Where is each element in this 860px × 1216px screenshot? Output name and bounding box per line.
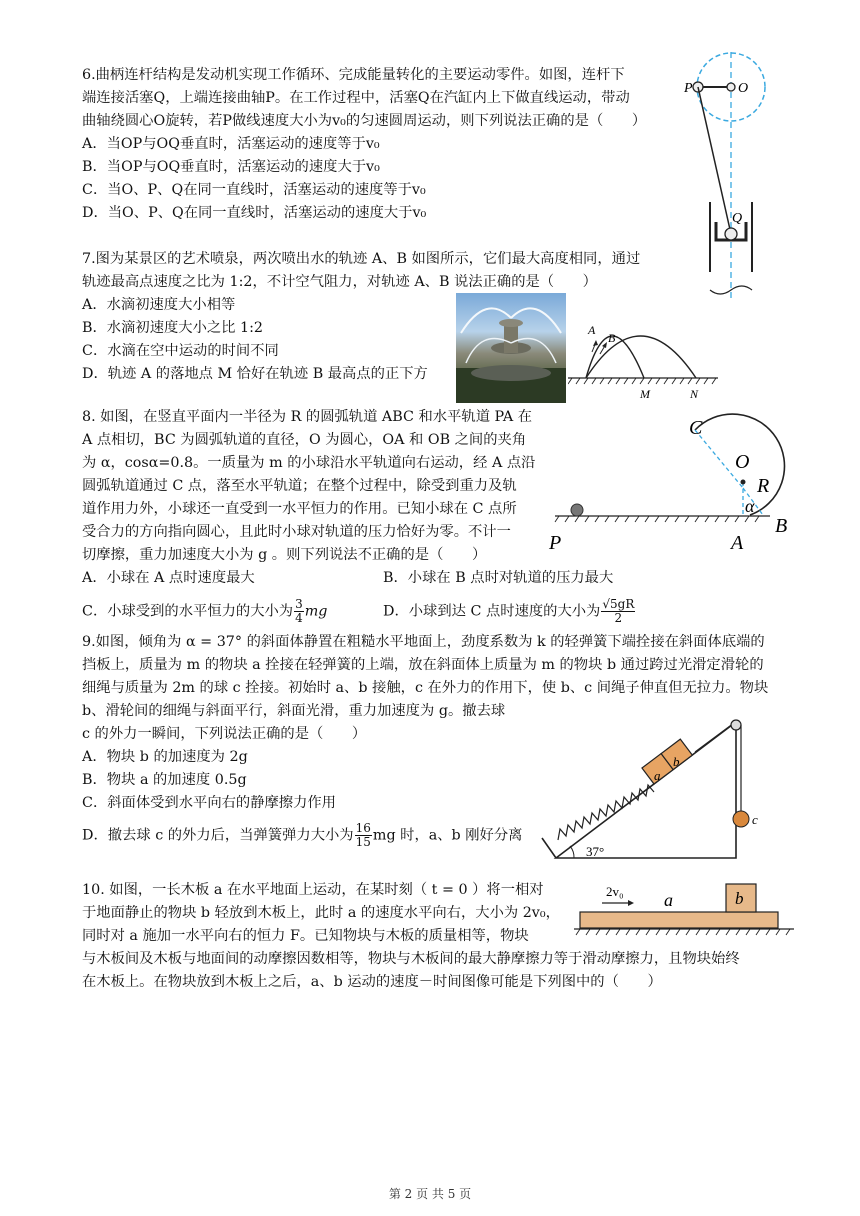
q7-option-b: B．水滴初速度大小之比 1:2 [82,320,264,336]
q7-fountain-photo [456,293,566,403]
q7-trajectory-figure [568,300,720,406]
q8-option-c [82,598,327,625]
q8-option-c-unit: mg [304,603,328,620]
q8-option-d-fraction [601,598,635,625]
q6-crank-figure [676,52,786,312]
q7-label-n: N [690,387,699,401]
q8-label-p: P [549,532,562,554]
q8-option-c-fraction [294,598,304,625]
q8-track-figure [545,412,805,560]
q7-line-1: 7.图为某景区的艺术喷泉，两次喷出水的轨迹 A、B 如图所示，它们最大高度相同，通过 [82,251,641,267]
q6-label-q: Q [732,211,743,226]
q7-label-m: M [640,387,650,401]
q9-option-d-denominator: 15 [355,835,371,849]
q9-option-c: C．斜面体受到水平向右的静摩擦力作用 [82,795,336,811]
q9-label-angle: 37° [586,844,605,859]
q8-line-3: 为 α，cosα=0.8。一质量为 m 的小球沿水平轨道向右运动，经 A 点沿 [82,455,536,471]
q8-line-2: A 点相切，BC 为圆弧轨道的直径，O 为圆心，OA 和 OB 之间的夹角 [82,432,527,448]
q9-option-a: A．物块 b 的加速度为 2g [82,749,248,765]
q8-line-6: 受合力的方向指向圆心，且此时小球对轨道的压力恰好为零。不计一 [82,524,511,540]
q8-line-5: 道作用力外，小球还一直受到一水平恒力的作用。已知小球在 C 点所 [82,501,517,517]
q7-line-2: 轨迹最高点速度之比为 1:2，不计空气阻力，对轨迹 A、B 说法正确的是（ ） [82,274,597,290]
q7-label-a: A [588,323,596,337]
q7-option-c: C．水滴在空中运动的时间不同 [82,343,279,359]
q8-label-a: A [731,532,744,554]
q8-label-o: O [735,451,750,473]
q8-label-c: C [689,417,703,439]
q10-line-3: 同时对 a 施加一水平向右的恒力 F。已知物块与木板的质量相等，物块 [82,928,529,944]
q7-option-d: D．轨迹 A 的落地点 M 恰好在轨迹 B 最高点的正下方 [82,366,428,382]
q6-option-a: A．当OP与OQ垂直时，活塞运动的速度等于v₀ [82,136,380,152]
q8-option-d-denominator: 2 [614,611,623,625]
q10-line-1: 10. 如图，一长木板 a 在水平地面上运动，在某时刻（ t = 0 ）将一相对 [82,882,544,898]
q6-line-2: 端连接活塞Q，上端连接曲轴P。在工作过程中，活塞Q在汽缸内上下做直线运动，带动 [82,90,630,106]
q10-line-4: 与木板间及木板与地面间的动摩擦因数相等，物块与木板间的最大静摩擦力等于滑动摩擦力，且物块始终 [82,951,740,967]
q10-line-2: 于地面静止的物块 b 轻放到木板上，此时 a 的速度水平向右，大小为 2v₀， [82,905,560,921]
q9-line-3: 细绳与质量为 2m 的球 c 拴接。初始时 a、b 接触，c 在外力的作用下，使 b、c 间绳子伸直但无拉力。物块 [82,680,769,696]
q8-line-4: 圆弧轨道通过 C 点，落至水平轨道；在整个过程中，除受到重力及轨 [82,478,517,494]
q6-label-p: P [684,81,693,96]
q6-line-1: 6.曲柄连杆结构是发动机实现工作循环、完成能量转化的主要运动零件。如图，连杆下 [82,67,625,83]
q8-option-d [383,598,636,625]
q9-incline-figure [538,718,778,866]
q8-option-b: B．小球在 B 点时对轨道的压力最大 [383,570,614,586]
q6-option-c: C．当O、P、Q在同一直线时，活塞运动的速度等于v₀ [82,182,426,198]
q9-line-2: 挡板上，质量为 m 的物块 a 拴接在轻弹簧的上端，放在斜面体上质量为 m 的物块 b 通过跨过光滑定滑轮的 [82,657,764,673]
q7-label-b: B [608,331,616,345]
q8-option-c-numerator: 3 [295,597,303,611]
q9-option-d-tail: mg 时，a、b 刚好分离 [372,827,523,844]
q9-option-d-fraction [355,822,372,849]
q9-line-4: b、滑轮间的细绳与斜面平行，斜面光滑，重力加速度为 g。撤去球 [82,703,506,719]
q10-board-figure [574,876,802,942]
q9-label-c: c [752,812,758,827]
q10-label-a: a [664,890,673,910]
q9-option-d [82,822,522,849]
q6-label-o: O [738,81,749,96]
q10-label-b: b [735,889,744,908]
q10-line-5: 在木板上。在物块放到木板上之后，a、b 运动的速度－时间图像可能是下列图中的（ ） [82,974,662,990]
q8-line-7: 切摩擦，重力加速度大小为 g 。则下列说法不正确的是（ ） [82,547,487,563]
q8-option-a: A．小球在 A 点时速度最大 [82,570,255,586]
q6-line-3: 曲轴绕圆心O旋转，若P做线速度大小为v₀的匀速圆周运动，则下列说法正确的是（ ） [82,113,647,129]
q9-label-a: a [654,768,661,783]
q9-line-1: 9.如图，倾角为 α = 37° 的斜面体静置在粗糙水平地面上，劲度系数为 k 的轻弹簧下端拴接在斜面体底端的 [82,634,765,650]
q9-option-d-numerator: 16 [355,821,371,835]
q10-label-velocity: 2v₀ [606,884,624,899]
q8-label-alpha: α [745,496,755,516]
q8-option-c-denominator: 4 [295,611,303,625]
q9-label-b: b [673,754,680,769]
q8-line-1: 8. 如图，在竖直平面内一半径为 R 的圆弧轨道 ABC 和水平轨道 PA 在 [82,409,533,425]
q6-option-d: D．当O、P、Q在同一直线时，活塞运动的速度大于v₀ [82,205,427,221]
q7-option-a: A．水滴初速度大小相等 [82,297,236,313]
q9-option-d-text: D．撤去球 c 的外力后，当弹簧弹力大小为 [82,827,354,844]
q8-label-r: R [757,475,770,497]
page-number-footer: 第 2 页 共 5 页 [388,1187,472,1201]
q8-option-c-text: C．小球受到的水平恒力的大小为 [82,603,294,620]
q8-option-d-numerator: √5gR [602,597,635,611]
q6-option-b: B．当OP与OQ垂直时，活塞运动的速度大于v₀ [82,159,380,175]
q8-option-d-text: D．小球到达 C 点时速度的大小为 [383,603,601,620]
q8-label-b: B [775,515,788,537]
q9-option-b: B．物块 a 的加速度 0.5g [82,772,247,788]
q9-line-5: c 的外力一瞬间，下列说法正确的是（ ） [82,726,367,742]
